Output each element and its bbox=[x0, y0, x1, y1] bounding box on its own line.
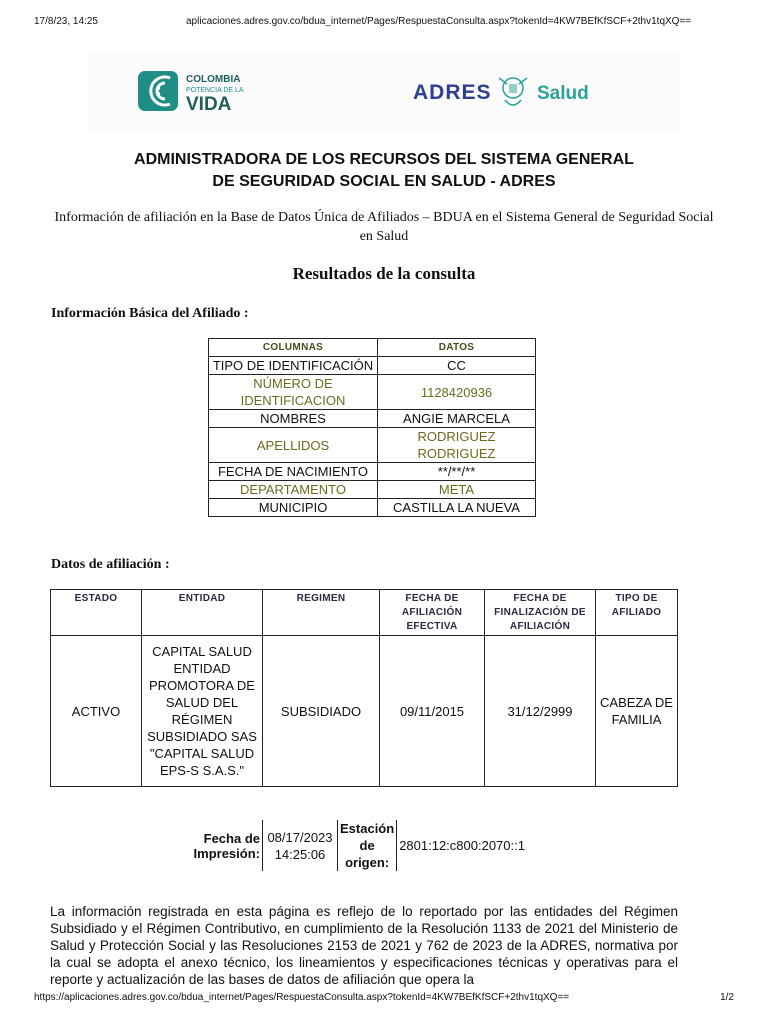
fecha-finalizacion-cell: 31/12/2999 bbox=[485, 636, 596, 787]
row-label: DEPARTAMENTO bbox=[209, 481, 378, 499]
disclaimer-paragraph: La información registrada en esta página es reflejo de lo reportado por las entidades del Régimen Subsidiado y el Régimen Contributivo, en cumplimiento de la Resolución 1133 de 2021 del Ministerio de Salud y Protección Social y las Resoluciones 2153 de 2021 y 762 de 2023 de la ADRES, normativa por la cual se adopta el anexo técnico, los lineamientos y especificaciones técnicas y operativas para el reporte y actualización de las bases de datos de afiliación que opera la bbox=[50, 904, 678, 987]
regimen-header: REGIMEN bbox=[263, 590, 380, 636]
page-number: 1/2 bbox=[720, 992, 734, 1003]
fecha-afiliacion-header: FECHA DE AFILIACIÓN EFECTIVA bbox=[380, 590, 485, 636]
print-info-table bbox=[190, 820, 527, 871]
svg-text:COLOMBIA: COLOMBIA bbox=[186, 74, 241, 85]
fecha-impresion-time: 14:25:06 bbox=[274, 846, 326, 862]
fecha-impresion-label: Fecha de Impresión: bbox=[193, 830, 260, 861]
row-value: RODRIGUEZ RODRIGUEZ bbox=[378, 428, 536, 463]
basic-info-heading: Información Básica del Afiliado : bbox=[51, 306, 249, 321]
svg-text:ADRES: ADRES bbox=[413, 81, 492, 104]
table-row bbox=[209, 428, 536, 463]
columnas-header: COLUMNAS bbox=[209, 339, 378, 357]
print-datetime: 17/8/23, 14:25 bbox=[34, 16, 98, 27]
row-value: META bbox=[378, 481, 536, 499]
table-row bbox=[209, 481, 536, 499]
row-label: APELLIDOS bbox=[209, 428, 378, 463]
page-subtitle: Información de afiliación en la Base de Datos Única de Afiliados – BDUA en el Sistema General de Seguridad Social en Salud bbox=[54, 210, 714, 244]
fecha-impresion-value bbox=[263, 820, 338, 871]
results-heading: Resultados de la consulta bbox=[292, 264, 476, 283]
title-line-1: ADMINISTRADORA DE LOS RECURSOS DEL SISTEMA GENERAL bbox=[134, 151, 634, 168]
title-line-2: DE SEGURIDAD SOCIAL EN SALUD - ADRES bbox=[212, 173, 556, 190]
fecha-afiliacion-cell: 09/11/2015 bbox=[380, 636, 485, 787]
table-row bbox=[209, 410, 536, 428]
row-label: TIPO DE IDENTIFICACIÓN bbox=[209, 357, 378, 375]
coat-of-arms-icon bbox=[499, 78, 527, 105]
entidad-cell: CAPITAL SALUD ENTIDAD PROMOTORA DE SALUD DEL RÉGIMEN SUBSIDIADO SAS "CAPITAL SALUD EPS-S S.A.S." bbox=[142, 636, 263, 787]
datos-header: DATOS bbox=[378, 339, 536, 357]
affiliation-table bbox=[50, 589, 678, 787]
print-url: aplicaciones.adres.gov.co/bdua_internet/Pages/RespuestaConsulta.aspx?tokenId=4KW7BEfKfSCF+2thv1tqXQ== bbox=[186, 16, 692, 27]
row-label: FECHA DE NACIMIENTO bbox=[209, 463, 378, 481]
footer-url: https://aplicaciones.adres.gov.co/bdua_internet/Pages/RespuestaConsulta.aspx?tokenId=4KW7BEfKfSCF+2thv1tqXQ== bbox=[34, 992, 570, 1003]
fecha-impresion-date: 08/17/2023 bbox=[267, 829, 333, 845]
row-value: **/**/** bbox=[378, 463, 536, 481]
row-label: NÚMERO DE IDENTIFICACION bbox=[209, 375, 378, 410]
row-value: 1128420936 bbox=[378, 375, 536, 410]
affiliation-heading: Datos de afiliación : bbox=[51, 557, 170, 572]
adres-salud-logo bbox=[413, 68, 593, 114]
row-value: ANGIE MARCELA bbox=[378, 410, 536, 428]
tipo-afiliado-cell: CABEZA DE FAMILIA bbox=[596, 636, 678, 787]
table-row bbox=[51, 636, 678, 787]
page-title bbox=[40, 149, 728, 193]
svg-text:Salud: Salud bbox=[537, 83, 589, 104]
estacion-origen-label: Estación de origen: bbox=[338, 820, 397, 871]
svg-text:POTENCIA DE LA: POTENCIA DE LA bbox=[186, 87, 244, 94]
logo-banner bbox=[88, 50, 680, 132]
estado-header: ESTADO bbox=[51, 590, 142, 636]
row-value: CC bbox=[378, 357, 536, 375]
estado-cell: ACTIVO bbox=[51, 636, 142, 787]
table-row bbox=[209, 357, 536, 375]
estacion-origen-value: 2801:12:c800:2070::1 bbox=[397, 820, 527, 871]
row-value: CASTILLA LA NUEVA bbox=[378, 499, 536, 517]
table-row bbox=[209, 463, 536, 481]
row-label: MUNICIPIO bbox=[209, 499, 378, 517]
table-row bbox=[209, 375, 536, 410]
colombia-potencia-logo bbox=[138, 68, 258, 114]
table-row bbox=[209, 499, 536, 517]
tipo-afiliado-header: TIPO DE AFILIADO bbox=[596, 590, 678, 636]
fecha-finalizacion-header: FECHA DE FINALIZACIÓN DE AFILIACIÓN bbox=[485, 590, 596, 636]
basic-info-table bbox=[208, 338, 536, 517]
svg-text:VIDA: VIDA bbox=[186, 94, 232, 114]
entidad-header: ENTIDAD bbox=[142, 590, 263, 636]
regimen-cell: SUBSIDIADO bbox=[263, 636, 380, 787]
row-label: NOMBRES bbox=[209, 410, 378, 428]
